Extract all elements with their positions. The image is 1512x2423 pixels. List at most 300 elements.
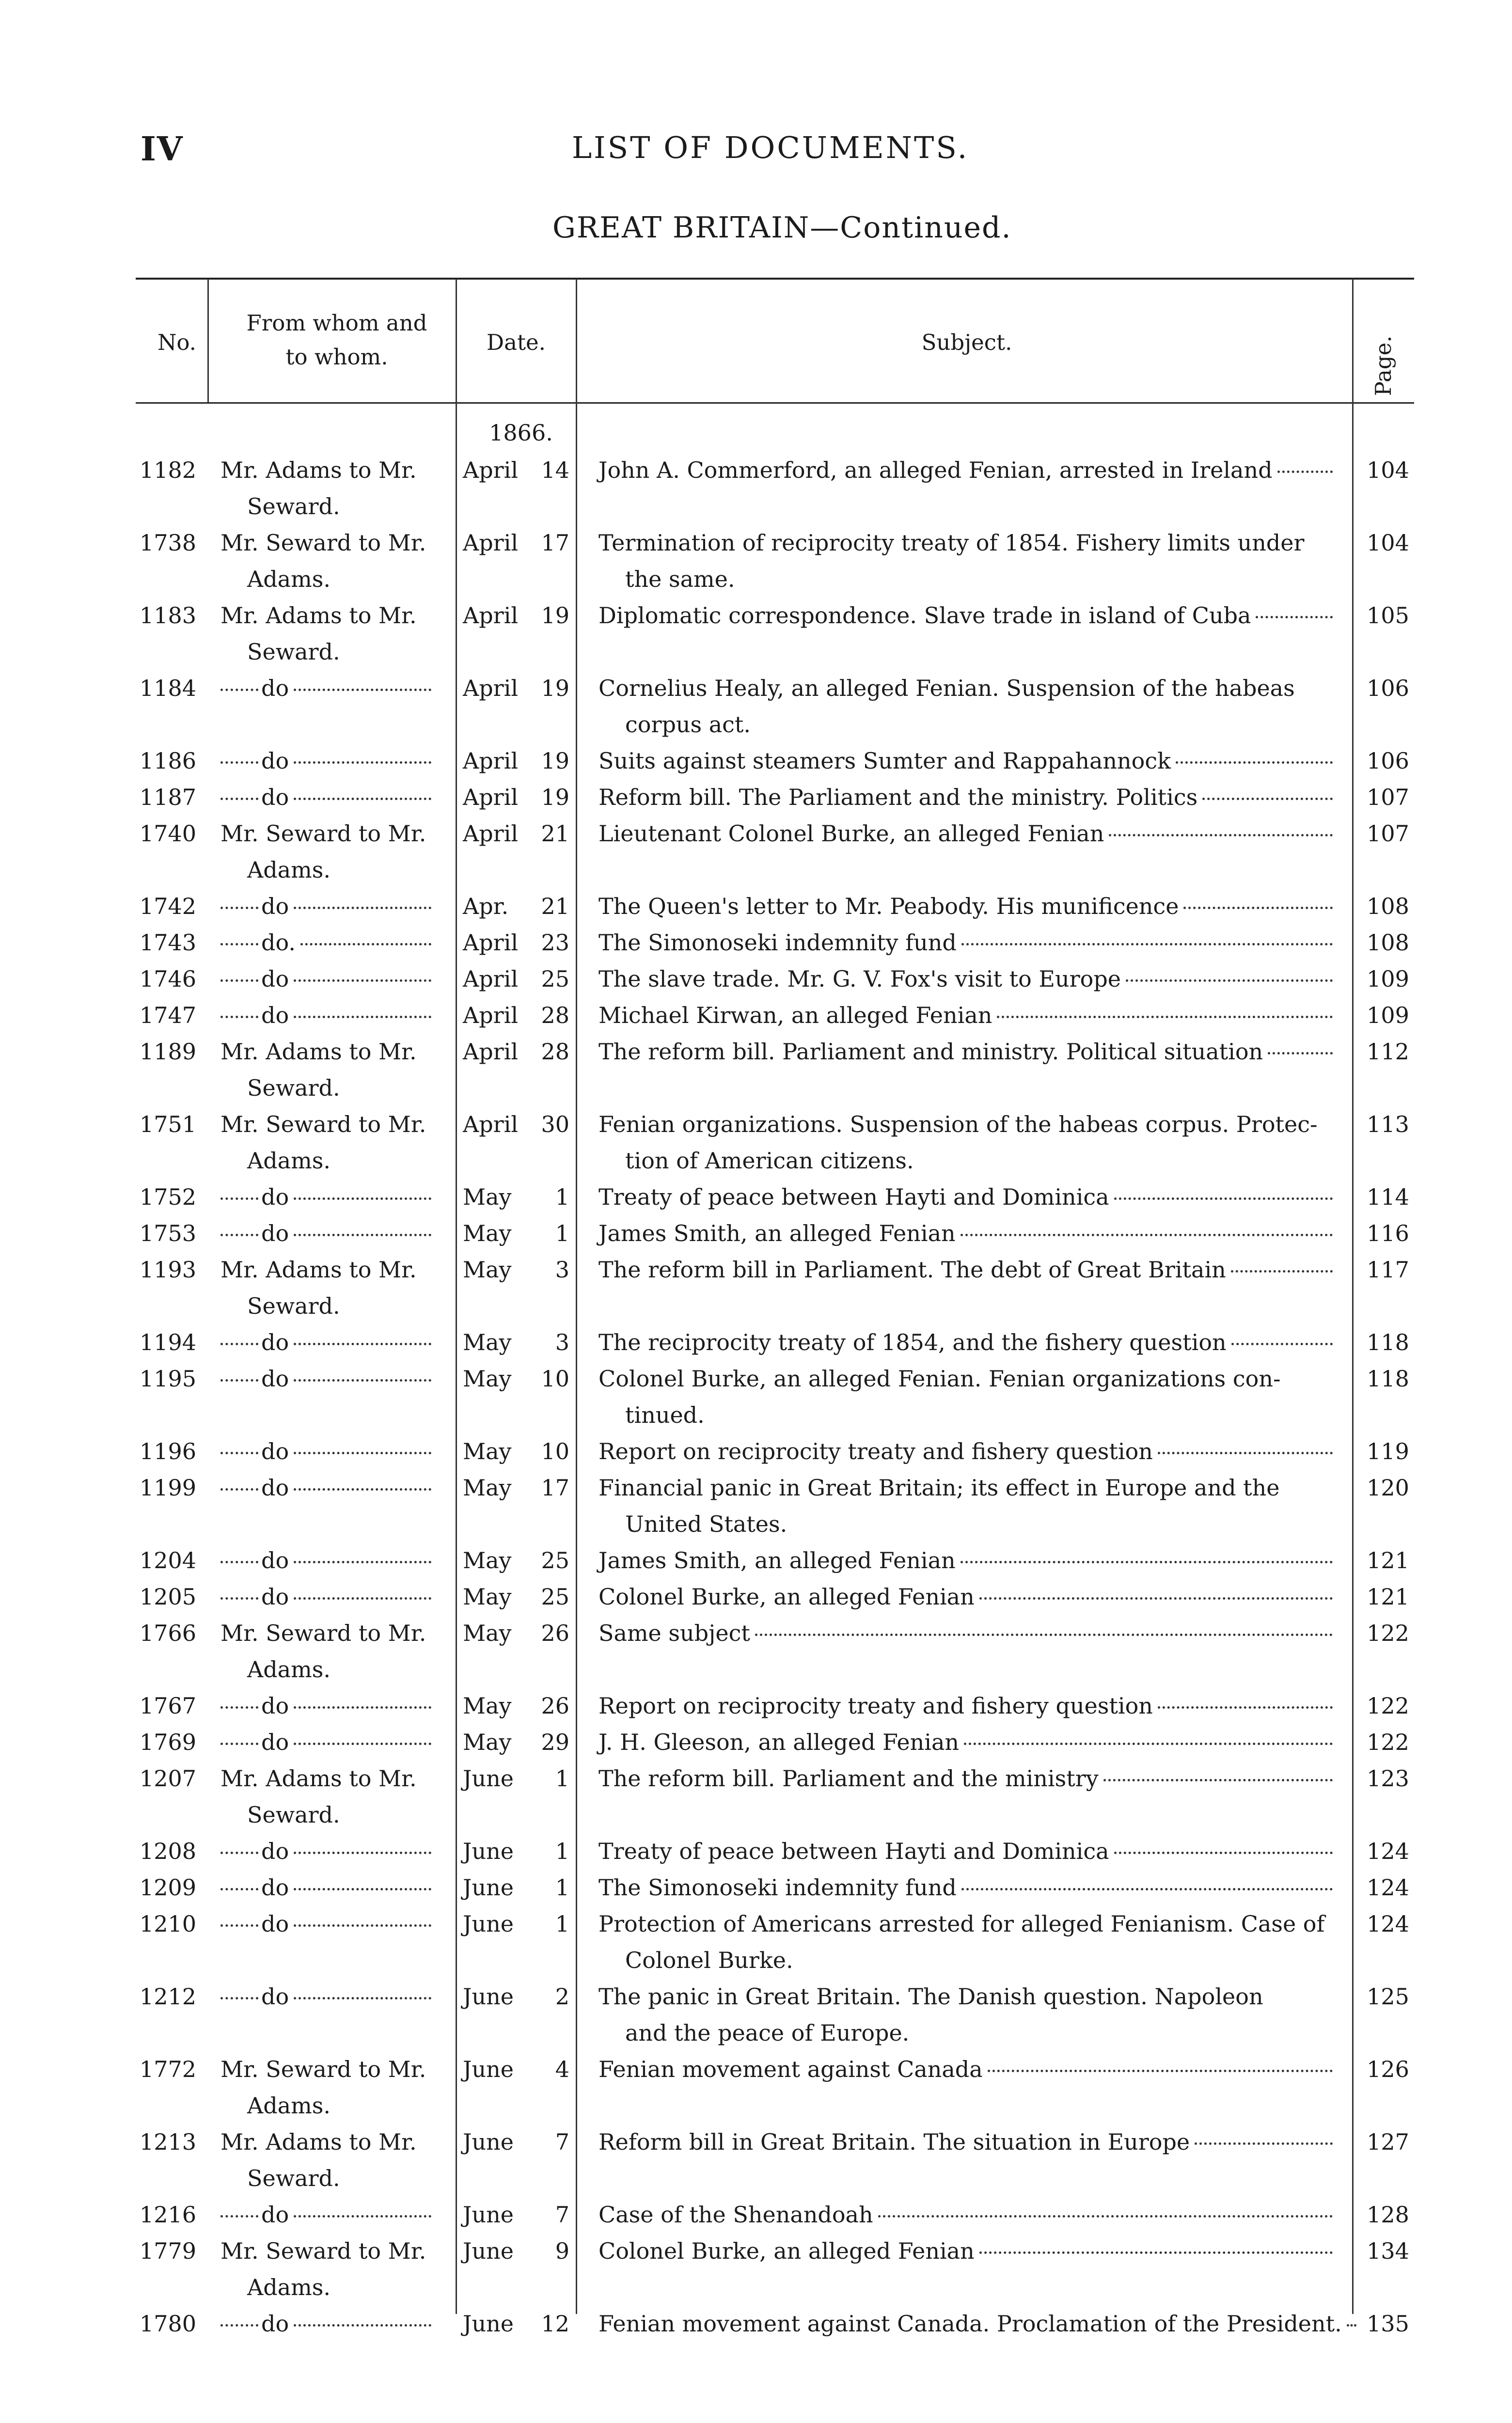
subject xyxy=(598,1979,1333,2051)
document-number: 1210 xyxy=(139,1911,196,1937)
document-number: 1752 xyxy=(139,1184,196,1210)
dot-leader xyxy=(1183,906,1333,909)
subject-line xyxy=(598,888,1333,925)
subject-line xyxy=(598,1761,1333,1797)
date-month: April xyxy=(463,602,519,629)
document-number: 1738 xyxy=(139,530,196,556)
subject-text: James Smith, an alleged Fenian xyxy=(598,1547,956,1573)
page-ref: 107 xyxy=(1367,820,1409,847)
subject-line xyxy=(598,2124,1333,2160)
dot-leader xyxy=(1103,1778,1333,1781)
ditto-text: do xyxy=(261,893,289,919)
subject-line xyxy=(598,743,1333,779)
date-month: June xyxy=(463,2238,514,2264)
table-row xyxy=(136,1106,1414,1179)
table-row xyxy=(136,525,1414,598)
date-day: 1 xyxy=(555,1765,569,1792)
subject-text: Fenian movement against Canada. Proclamation of the President. xyxy=(598,2311,1342,2337)
date-day: 1 xyxy=(555,1911,569,1937)
page-ref: 116 xyxy=(1367,1220,1409,1246)
dot-leader xyxy=(220,1488,258,1491)
subject-line xyxy=(598,1215,1333,1252)
date-day: 25 xyxy=(541,966,569,992)
dot-leader xyxy=(220,688,258,691)
document-number: 1772 xyxy=(139,2056,196,2082)
document-number: 1208 xyxy=(139,1838,196,1864)
table-row xyxy=(136,2124,1414,2197)
date-day: 19 xyxy=(541,675,569,701)
table-row xyxy=(136,2051,1414,2124)
document-number: 1189 xyxy=(139,1038,196,1065)
subject xyxy=(598,888,1333,925)
dot-leader xyxy=(1256,615,1333,618)
column-header-page: Page. xyxy=(1370,335,1397,396)
subject-text: Financial panic in Great Britain; its effect in Europe and the xyxy=(598,1475,1280,1501)
subject-line xyxy=(598,1034,1333,1070)
document-number: 1182 xyxy=(139,457,196,483)
subject-text: Lieutenant Colonel Burke, an alleged Fenian xyxy=(598,820,1104,847)
subject xyxy=(598,816,1333,852)
subject-text: J. H. Gleeson, an alleged Fenian xyxy=(598,1729,960,1755)
page-ref: 118 xyxy=(1367,1329,1409,1355)
subject xyxy=(598,1688,1333,1724)
table-row xyxy=(136,816,1414,888)
subject-line xyxy=(598,2306,1342,2342)
subject-text: Michael Kirwan, an alleged Fenian xyxy=(598,1002,992,1028)
ditto-text: do xyxy=(261,1438,289,1464)
date-day: 10 xyxy=(541,1366,569,1392)
subject-text: Cornelius Healy, an alleged Fenian. Suspension of the habeas xyxy=(598,675,1295,701)
subject-line xyxy=(598,1724,1333,1761)
page-ref: 109 xyxy=(1367,1002,1409,1028)
subject-line xyxy=(598,961,1333,997)
date-month: May xyxy=(463,1184,512,1210)
date-day: 10 xyxy=(541,1438,569,1464)
subject-text: tinued. xyxy=(625,1402,705,1428)
from-to-line: Mr. Seward to Mr. xyxy=(220,2238,426,2264)
from-to-line: Mr. Seward to Mr. xyxy=(220,2056,426,2082)
dot-leader xyxy=(294,1742,431,1745)
dot-leader xyxy=(220,1706,258,1709)
dot-leader xyxy=(294,797,431,800)
year-label: 1866. xyxy=(489,420,553,446)
subject xyxy=(598,925,1333,961)
date-month: April xyxy=(463,966,519,992)
page-ref: 134 xyxy=(1367,2238,1409,2264)
table-row xyxy=(136,1579,1414,1615)
subject-line xyxy=(598,1833,1333,1870)
subject-text: and the peace of Europe. xyxy=(625,2020,910,2046)
from-to-ditto xyxy=(220,1470,431,1506)
from-to-line: Mr. Adams to Mr. xyxy=(220,2129,417,2155)
date-month: April xyxy=(463,530,519,556)
date-month: May xyxy=(463,1729,512,1755)
page-ref: 117 xyxy=(1367,1257,1409,1283)
subject xyxy=(598,1542,1333,1579)
dot-leader xyxy=(294,688,431,691)
date-day: 3 xyxy=(555,1257,569,1283)
from-to-ditto xyxy=(220,1215,431,1252)
subject-line xyxy=(598,1252,1333,1288)
dot-leader xyxy=(755,1633,1333,1636)
date-month: May xyxy=(463,1329,512,1355)
date-month: June xyxy=(463,1983,514,2010)
from-to-ditto xyxy=(220,2306,431,2342)
dot-leader xyxy=(220,943,258,945)
date-month: April xyxy=(463,675,519,701)
dot-leader xyxy=(294,1888,431,1890)
subject xyxy=(598,1361,1333,1433)
subject-line xyxy=(598,2197,1333,2233)
from-to xyxy=(220,525,431,598)
from-to-ditto xyxy=(220,1906,431,1942)
column-header-from-line1: From whom and xyxy=(246,310,427,336)
ditto-text: do xyxy=(261,748,289,774)
dot-leader xyxy=(961,1560,1333,1563)
subject-text: Report on reciprocity treaty and fishery question xyxy=(598,1693,1153,1719)
dot-leader xyxy=(220,1233,258,1236)
page-ref: 135 xyxy=(1367,2311,1409,2337)
document-number: 1193 xyxy=(139,1257,196,1283)
dot-leader xyxy=(964,1742,1333,1745)
date-month: May xyxy=(463,1366,512,1392)
dot-leader xyxy=(300,943,431,945)
table-row xyxy=(136,888,1414,925)
subject-text: Colonel Burke, an alleged Fenian. Fenian organizations con- xyxy=(598,1366,1281,1392)
subject-line xyxy=(598,1179,1333,1215)
dot-leader xyxy=(294,1597,431,1600)
document-number: 1187 xyxy=(139,784,196,810)
from-to xyxy=(220,598,431,670)
dot-leader xyxy=(220,1342,258,1345)
from-to-ditto xyxy=(220,2197,431,2233)
subject-text: The panic in Great Britain. The Danish question. Napoleon xyxy=(598,1983,1263,2010)
document-number: 1740 xyxy=(139,820,196,847)
table-row xyxy=(136,1215,1414,1252)
document-number: 1183 xyxy=(139,602,196,629)
subject-text: Case of the Shenandoah xyxy=(598,2202,873,2228)
from-to-ditto xyxy=(220,1579,431,1615)
from-to-line: Mr. Adams to Mr. xyxy=(220,457,417,483)
dot-leader xyxy=(220,2324,258,2327)
subject-text: Colonel Burke, an alleged Fenian xyxy=(598,1584,975,1610)
dot-leader xyxy=(220,1379,258,1382)
subject xyxy=(598,2051,1333,2088)
date-month: June xyxy=(463,2311,514,2337)
ditto-text: do xyxy=(261,1329,289,1355)
document-number: 1204 xyxy=(139,1547,196,1573)
table-row xyxy=(136,1761,1414,1833)
date-day: 3 xyxy=(555,1329,569,1355)
page-ref: 125 xyxy=(1367,1983,1409,2010)
subject-line xyxy=(598,816,1333,852)
subject-line xyxy=(598,925,1333,961)
subject-text: The slave trade. Mr. G. V. Fox's visit to Europe xyxy=(598,966,1121,992)
date-day: 17 xyxy=(541,530,569,556)
dot-leader xyxy=(294,1379,431,1382)
date-month: April xyxy=(463,929,519,956)
document-number: 1195 xyxy=(139,1366,196,1392)
subject-text: Suits against steamers Sumter and Rappahannock xyxy=(598,748,1171,774)
date-day: 19 xyxy=(541,784,569,810)
date-day: 12 xyxy=(541,2311,569,2337)
table-row xyxy=(136,925,1414,961)
from-to-ditto xyxy=(220,1542,431,1579)
page-ref: 104 xyxy=(1367,530,1409,556)
dot-leader xyxy=(1114,1197,1333,1200)
from-to-line: Mr. Seward to Mr. xyxy=(220,1620,426,1646)
subject-text: The reform bill in Parliament. The debt of Great Britain xyxy=(598,1257,1226,1283)
document-number: 1212 xyxy=(139,1983,196,2010)
table-row xyxy=(136,743,1414,779)
page-ref: 108 xyxy=(1367,893,1409,919)
subject-text: Protection of Americans arrested for alleged Fenianism. Case of xyxy=(598,1911,1325,1937)
table-row xyxy=(136,1979,1414,2051)
subject-line xyxy=(598,1688,1333,1724)
subject xyxy=(598,1870,1333,1906)
date-day: 7 xyxy=(555,2129,569,2155)
document-number: 1746 xyxy=(139,966,196,992)
from-to-line: Seward. xyxy=(247,639,340,665)
from-to-ditto xyxy=(220,961,431,997)
from-to xyxy=(220,452,431,525)
date-month: May xyxy=(463,1438,512,1464)
table-row xyxy=(136,1179,1414,1215)
subject-text: Treaty of peace between Hayti and Dominica xyxy=(598,1838,1109,1864)
subject-line xyxy=(598,2233,1333,2269)
from-to-ditto xyxy=(220,779,431,816)
document-number: 1194 xyxy=(139,1329,196,1355)
subject-line xyxy=(598,452,1333,488)
dot-leader xyxy=(988,2069,1333,2072)
dot-leader xyxy=(220,2215,258,2218)
dot-leader xyxy=(997,1015,1333,1018)
date-day: 21 xyxy=(541,820,569,847)
subject-text: tion of American citizens. xyxy=(625,1148,914,1174)
page-ref: 121 xyxy=(1367,1584,1409,1610)
dot-leader xyxy=(220,1924,258,1927)
page-ref: 124 xyxy=(1367,1911,1409,1937)
date-month: Apr. xyxy=(463,893,509,919)
dot-leader xyxy=(220,1560,258,1563)
table-row xyxy=(136,2233,1414,2306)
date-day: 17 xyxy=(541,1475,569,1501)
subject-text: Report on reciprocity treaty and fishery question xyxy=(598,1438,1153,1464)
dot-leader xyxy=(220,1451,258,1454)
page-ref: 120 xyxy=(1367,1475,1409,1501)
column-header-subject: Subject. xyxy=(921,330,1012,355)
date-day: 25 xyxy=(541,1547,569,1573)
from-to xyxy=(220,2233,431,2306)
table-row xyxy=(136,1615,1414,1688)
subject-text: Termination of reciprocity treaty of 1854. Fishery limits under xyxy=(598,530,1305,556)
page-ref: 107 xyxy=(1367,784,1409,810)
dot-leader xyxy=(294,1233,431,1236)
subject-text: The reform bill. Parliament and the ministry xyxy=(598,1765,1099,1792)
page-ref: 109 xyxy=(1367,966,1409,992)
page-ref: 112 xyxy=(1367,1038,1409,1065)
dot-leader xyxy=(220,1888,258,1890)
from-to-line: Mr. Adams to Mr. xyxy=(220,1257,417,1283)
document-number: 1184 xyxy=(139,675,196,701)
from-to xyxy=(220,816,431,888)
page-ref: 105 xyxy=(1367,602,1409,629)
date-month: April xyxy=(463,1111,519,1137)
subject-text: James Smith, an alleged Fenian xyxy=(598,1220,956,1246)
table-row xyxy=(136,1724,1414,1761)
document-number: 1780 xyxy=(139,2311,196,2337)
dot-leader xyxy=(1114,1851,1333,1854)
from-to-ditto xyxy=(220,1979,431,2015)
table-row xyxy=(136,1252,1414,1324)
from-to-ditto xyxy=(220,743,431,779)
document-number: 1779 xyxy=(139,2238,196,2264)
date-day: 25 xyxy=(541,1584,569,1610)
dot-leader xyxy=(961,1888,1333,1890)
from-to xyxy=(220,1761,431,1833)
date-month: June xyxy=(463,2202,514,2228)
date-month: April xyxy=(463,784,519,810)
dot-leader xyxy=(1176,761,1333,764)
ditto-text: do xyxy=(261,1838,289,1864)
table-row xyxy=(136,2197,1414,2233)
ditto-text: do xyxy=(261,1002,289,1028)
subject-text: United States. xyxy=(625,1511,788,1537)
page-ref: 122 xyxy=(1367,1620,1409,1646)
document-number: 1196 xyxy=(139,1438,196,1464)
dot-leader xyxy=(961,943,1333,945)
ditto-text: do xyxy=(261,784,289,810)
date-month: May xyxy=(463,1547,512,1573)
from-to-line: Mr. Adams to Mr. xyxy=(220,1038,417,1065)
dot-leader xyxy=(220,906,258,909)
documents-table xyxy=(136,416,1414,2342)
page-ref: 106 xyxy=(1367,675,1409,701)
dot-leader xyxy=(220,1015,258,1018)
ditto-text: do xyxy=(261,1874,289,1901)
date-day: 2 xyxy=(555,1983,569,2010)
subject xyxy=(598,598,1333,634)
page-ref: 127 xyxy=(1367,2129,1409,2155)
from-to-line: Seward. xyxy=(247,493,340,519)
dot-leader xyxy=(294,1451,431,1454)
table-row xyxy=(136,997,1414,1034)
document-number: 1213 xyxy=(139,2129,196,2155)
dot-leader xyxy=(294,2215,431,2218)
date-day: 1 xyxy=(555,1220,569,1246)
date-month: June xyxy=(463,2129,514,2155)
date-day: 19 xyxy=(541,748,569,774)
year-row xyxy=(136,416,1414,452)
dot-leader xyxy=(294,1197,431,1200)
dot-leader xyxy=(294,906,431,909)
document-number: 1769 xyxy=(139,1729,196,1755)
dot-leader xyxy=(1277,470,1333,473)
dot-leader xyxy=(294,1342,431,1345)
ditto-text: do xyxy=(261,1693,289,1719)
date-month: May xyxy=(463,1693,512,1719)
date-month: May xyxy=(463,1475,512,1501)
subject-text: The reciprocity treaty of 1854, and the fishery question xyxy=(598,1329,1227,1355)
dot-leader xyxy=(979,1597,1333,1600)
date-day: 1 xyxy=(555,1184,569,1210)
table-row xyxy=(136,1324,1414,1361)
subject xyxy=(598,1433,1333,1470)
date-month: April xyxy=(463,748,519,774)
from-to-line: Adams. xyxy=(247,566,331,592)
document-number: 1205 xyxy=(139,1584,196,1610)
subject xyxy=(598,1179,1333,1215)
date-day: 1 xyxy=(555,1838,569,1864)
dot-leader xyxy=(1158,1706,1333,1709)
subject xyxy=(598,1470,1333,1542)
subject xyxy=(598,1034,1333,1070)
dot-leader xyxy=(1231,1270,1333,1273)
ditto-text: do xyxy=(261,1584,289,1610)
ditto-text: do xyxy=(261,1366,289,1392)
from-to-line: Adams. xyxy=(247,1656,331,1683)
table-header-rule xyxy=(136,402,1414,404)
subject-line xyxy=(598,2051,1333,2088)
dot-leader xyxy=(294,1488,431,1491)
dot-leader xyxy=(294,1015,431,1018)
from-to-line: Mr. Adams to Mr. xyxy=(220,1765,417,1792)
subject-text: Fenian movement against Canada xyxy=(598,2056,983,2082)
subject-text: The Queen's letter to Mr. Peabody. His munificence xyxy=(598,893,1179,919)
from-to xyxy=(220,2051,431,2124)
date-day: 14 xyxy=(541,457,569,483)
ditto-text: do xyxy=(261,1184,289,1210)
document-number: 1743 xyxy=(139,929,196,956)
page-ref: 122 xyxy=(1367,1693,1409,1719)
ditto-text: do xyxy=(261,1475,289,1501)
from-to xyxy=(220,1615,431,1688)
subject-line xyxy=(598,997,1333,1034)
dot-leader xyxy=(1158,1451,1333,1454)
from-to-line: Mr. Seward to Mr. xyxy=(220,530,426,556)
from-to-ditto xyxy=(220,1724,431,1761)
date-day: 26 xyxy=(541,1693,569,1719)
from-to-ditto xyxy=(220,1870,431,1906)
from-to-line: Seward. xyxy=(247,1802,340,1828)
table-top-rule xyxy=(136,278,1414,280)
subject-text: Colonel Burke. xyxy=(625,1947,793,1973)
subject-text: The Simonoseki indemnity fund xyxy=(598,929,957,956)
column-header-no: No. xyxy=(158,330,196,355)
column-header-date: Date. xyxy=(487,330,546,355)
document-number: 1766 xyxy=(139,1620,196,1646)
date-day: 9 xyxy=(555,2238,569,2264)
ditto-text: do xyxy=(261,675,289,701)
subject-line xyxy=(598,1542,1333,1579)
date-day: 4 xyxy=(555,2056,569,2082)
dot-leader xyxy=(220,979,258,982)
date-day: 19 xyxy=(541,602,569,629)
date-day: 21 xyxy=(541,893,569,919)
subject xyxy=(598,1106,1333,1179)
page-ref: 118 xyxy=(1367,1366,1409,1392)
date-day: 26 xyxy=(541,1620,569,1646)
from-to-line: Mr. Seward to Mr. xyxy=(220,820,426,847)
ditto-text: do xyxy=(261,1547,289,1573)
dot-leader xyxy=(878,2215,1333,2218)
subject xyxy=(598,1324,1333,1361)
from-to-ditto xyxy=(220,670,431,707)
dot-leader xyxy=(1109,834,1333,836)
table-row xyxy=(136,1833,1414,1870)
date-day: 23 xyxy=(541,929,569,956)
dot-leader xyxy=(294,1924,431,1927)
